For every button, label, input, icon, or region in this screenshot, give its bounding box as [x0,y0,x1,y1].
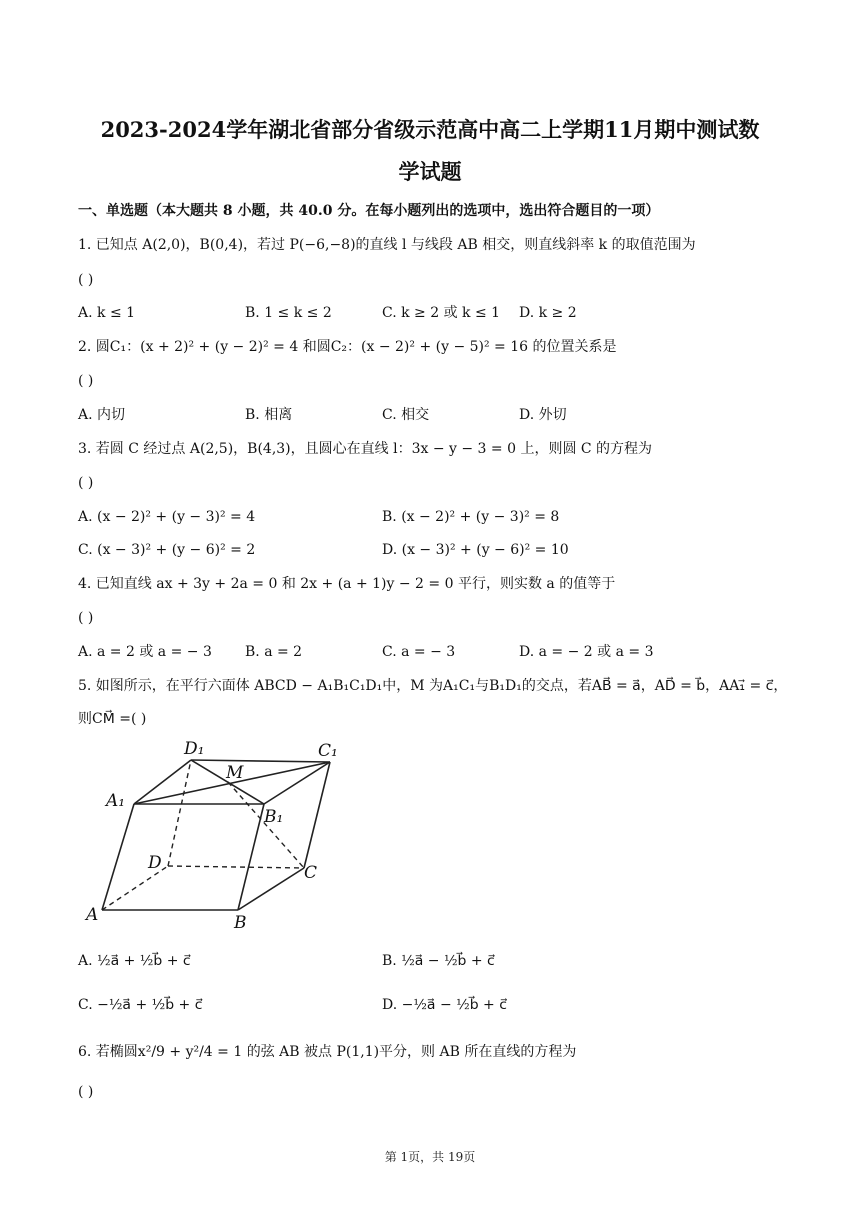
q4-option-a: A. a = 2 或 a = − 3 [78,644,212,660]
edge-b-b1 [238,804,264,910]
q6-stem: 6. 若椭圆x²/9 + y²/4 = 1 的弦 AB 被点 P(1,1)平分，则 AB 所在直线的方程为 [78,1044,577,1060]
label-b: B [234,913,247,933]
q5-option-a: A. ½a⃗ + ½b⃗ + c⃗ [78,953,191,969]
q1-option-b: B. 1 ≤ k ≤ 2 [245,305,332,321]
edge-d1-c1 [191,760,330,762]
label-a: A [86,905,99,925]
label-d: D [148,853,162,873]
q6-blank: ( ) [78,1084,94,1100]
q2-option-b: B. 相离 [245,407,293,423]
section-heading: 一、单选题（本大题共 8 小题，共 40.0 分。在每小题列出的选项中，选出符合题目的一项） [78,203,660,219]
q2-blank: ( ) [78,373,94,389]
page-footer: 第 1页，共 19页 [384,1150,476,1164]
q1-stem: 1. 已知点 A(2,0)，B(0,4)，若过 P(−6,−8)的直线 l 与线段 AB 相交，则直线斜率 k 的取值范围为 [78,237,696,253]
q3-option-a: A. (x − 2)² + (y − 3)² = 4 [78,509,256,525]
label-c1: C₁ [318,741,338,761]
q3-option-c: C. (x − 3)² + (y − 6)² = 2 [78,542,256,558]
parallelepiped-figure [76,736,356,936]
title-line-2: 学试题 [398,159,462,184]
q3-option-d: D. (x − 3)² + (y − 6)² = 10 [382,542,569,558]
q5-option-b: B. ½a⃗ − ½b⃗ + c⃗ [382,953,495,969]
edge-c-c1 [304,762,330,868]
q5-option-c: C. −½a⃗ + ½b⃗ + c⃗ [78,997,203,1013]
q2-stem: 2. 圆C₁：(x + 2)² + (y − 2)² = 4 和圆C₂：(x − 2)² + (y − 5)² = 16 的位置关系是 [78,339,617,355]
q2-option-d: D. 外切 [519,407,567,423]
edge-b-c [238,868,304,910]
q5-stem-2: 则CM⃗ =( ) [78,711,147,727]
label-b1: B₁ [264,807,284,827]
q3-option-b: B. (x − 2)² + (y − 3)² = 8 [382,509,560,525]
q2-option-c: C. 相交 [382,407,430,423]
q4-stem: 4. 已知直线 ax + 3y + 2a = 0 和 2x + (a + 1)y − 2 = 0 平行，则实数 a 的值等于 [78,576,616,592]
q1-option-d: D. k ≥ 2 [519,305,577,321]
q5-option-d: D. −½a⃗ − ½b⃗ + c⃗ [382,997,507,1013]
title-line-1: 2023-2024学年湖北省部分省级示范高中高二上学期11月期中测试数 [100,117,760,142]
label-d1: D₁ [184,739,205,759]
q4-blank: ( ) [78,610,94,626]
q2-option-a: A. 内切 [78,407,126,423]
q3-stem: 3. 若圆 C 经过点 A(2,5)，B(4,3)，且圆心在直线 l：3x − y − 3 = 0 上，则圆 C 的方程为 [78,441,653,457]
label-c: C [304,863,318,883]
q1-option-c: C. k ≥ 2 或 k ≤ 1 [382,305,501,321]
q3-blank: ( ) [78,475,94,491]
hidden-edge-d-c [168,866,304,868]
label-m: M [226,763,244,783]
q4-option-c: C. a = − 3 [382,644,456,660]
q4-option-d: D. a = − 2 或 a = 3 [519,644,654,660]
q4-option-b: B. a = 2 [245,644,303,660]
q5-stem: 5. 如图所示，在平行六面体 ABCD − A₁B₁C₁D₁中，M 为A₁C₁与B₁D₁的交点，若AB⃗ = a⃗，AD⃗ = b⃗，AA₁⃗ = c⃗， [78,678,788,694]
label-a1: A₁ [106,791,126,811]
edge-a-a1 [102,804,134,910]
q1-blank: ( ) [78,272,94,288]
q1-option-a: A. k ≤ 1 [78,305,136,321]
